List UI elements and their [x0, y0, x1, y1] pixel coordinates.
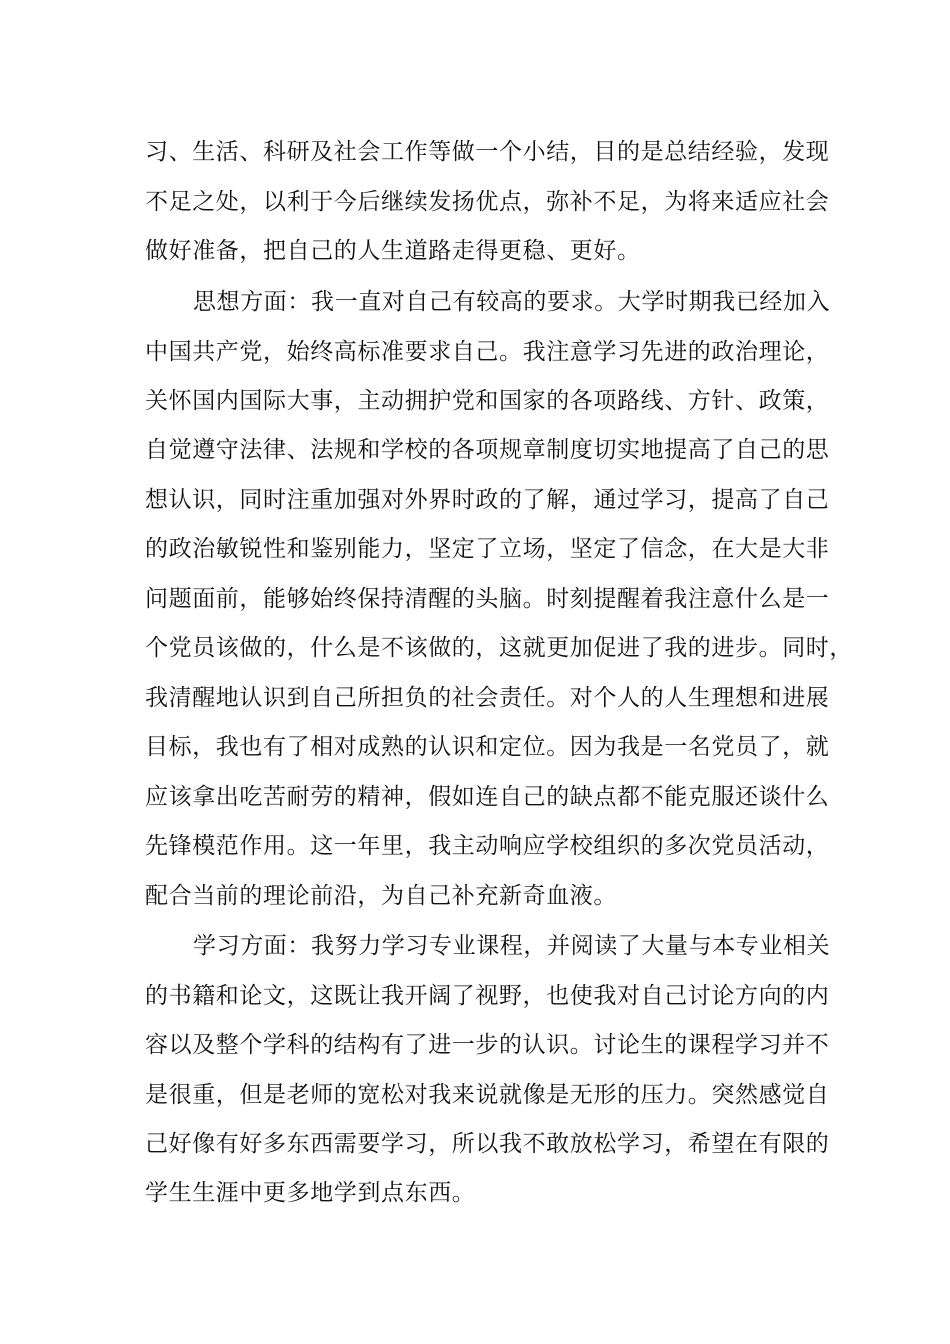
text-line: 想认识，同时注重加强对外界时政的了解，通过学习，提高了自己	[145, 487, 830, 513]
text-line: 的书籍和论文，这既让我开阔了视野，也使我对自己讨论方向的内	[145, 983, 830, 1009]
text-line: 习、生活、科研及社会工作等做一个小结，目的是总结经验，发现	[145, 139, 830, 165]
text-line: 应该拿出吃苦耐劳的精神，假如连自己的缺点都不能克服还谈什么	[145, 784, 830, 810]
text-line: 先锋模范作用。这一年里，我主动响应学校组织的多次党员活动，	[145, 833, 830, 859]
text-line: 关怀国内国际大事，主动拥护党和国家的各项路线、方针、政策，	[145, 388, 830, 414]
text-line: 目标，我也有了相对成熟的认识和定位。因为我是一名党员了，就	[145, 734, 830, 760]
paragraph-start-line: 学习方面：我努力学习专业课程，并阅读了大量与本专业相关	[193, 933, 831, 959]
paragraph-start-line: 思想方面：我一直对自己有较高的要求。大学时期我已经加入	[193, 289, 831, 315]
text-line: 不足之处，以利于今后继续发扬优点，弥补不足，为将来适应社会	[145, 189, 830, 215]
text-line: 自觉遵守法律、法规和学校的各项规章制度切实地提高了自己的思	[145, 437, 830, 463]
text-line: 做好准备，把自己的人生道路走得更稳、更好。	[145, 238, 641, 264]
text-line: 个党员该做的，什么是不该做的，这就更加促进了我的进步。同时，	[145, 635, 853, 661]
text-line: 的政治敏锐性和鉴别能力，坚定了立场，坚定了信念，在大是大非	[145, 536, 830, 562]
text-line: 己好像有好多东西需要学习，所以我不敢放松学习，希望在有限的	[145, 1131, 830, 1157]
text-line: 我清醒地认识到自己所担负的社会责任。对个人的人生理想和进展	[145, 685, 830, 711]
text-line: 是很重，但是老师的宽松对我来说就像是无形的压力。突然感觉自	[145, 1082, 830, 1108]
text-line: 学生生涯中更多地学到点东西。	[145, 1180, 476, 1206]
text-line: 中国共产党，始终高标准要求自己。我注意学习先进的政治理论，	[145, 339, 830, 365]
text-line: 配合当前的理论前沿，为自己补充新奇血液。	[145, 883, 617, 909]
text-line: 问题面前，能够始终保持清醒的头脑。时刻提醒着我注意什么是一	[145, 586, 830, 612]
text-line: 容以及整个学科的结构有了进一步的认识。讨论生的课程学习并不	[145, 1032, 830, 1058]
